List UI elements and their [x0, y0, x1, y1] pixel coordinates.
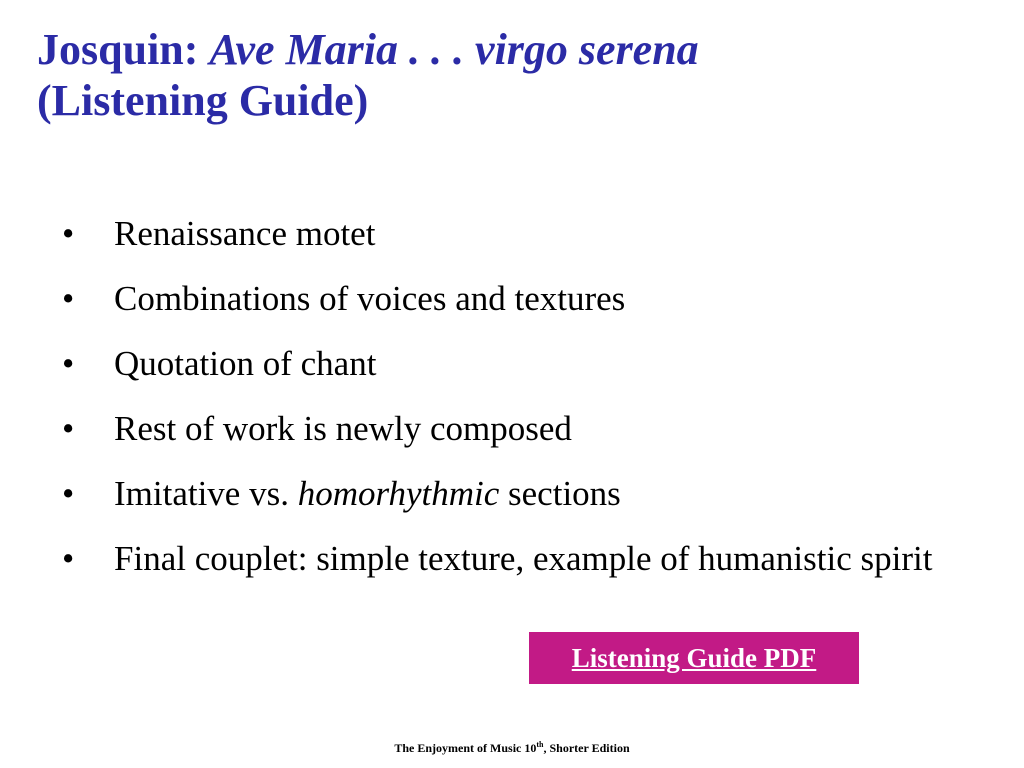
bullet-item [62, 344, 942, 384]
title-prefix: Josquin: [37, 25, 210, 74]
title-work: Ave Maria . . . virgo serena [209, 25, 699, 74]
bullet-text-before: Imitative vs. [114, 474, 298, 513]
bullet-list [62, 214, 942, 604]
bullet-text-after: sections [499, 474, 621, 513]
slide-title [37, 24, 987, 126]
bullet-text: Renaissance motet [114, 214, 376, 253]
bullet-icon: • [62, 344, 75, 383]
footer-source [0, 740, 1024, 756]
footer-superscript: th [536, 740, 544, 749]
title-subtitle: (Listening Guide) [37, 76, 369, 125]
bullet-icon: • [62, 409, 75, 448]
bullet-text: Rest of work is newly composed [114, 409, 572, 448]
bullet-item [62, 214, 942, 254]
footer-prefix: The Enjoyment of Music 10 [394, 741, 537, 755]
footer-suffix: , Shorter Edition [543, 741, 630, 755]
bullet-icon: • [62, 279, 75, 318]
bullet-item [62, 474, 942, 514]
listening-guide-pdf-link[interactable] [529, 632, 859, 684]
bullet-text: Quotation of chant [114, 344, 377, 383]
bullet-text-italic: homorhythmic [297, 474, 500, 513]
bullet-text: Combinations of voices and textures [114, 279, 626, 318]
bullet-icon: • [62, 214, 75, 253]
bullet-text: Final couplet: simple texture, example of humanistic spirit [114, 539, 933, 578]
bullet-item [62, 279, 942, 319]
bullet-item [62, 539, 942, 579]
bullet-icon: • [62, 474, 75, 513]
listening-guide-pdf-label: Listening Guide PDF [571, 642, 817, 673]
bullet-icon: • [62, 539, 75, 578]
bullet-item [62, 409, 942, 449]
